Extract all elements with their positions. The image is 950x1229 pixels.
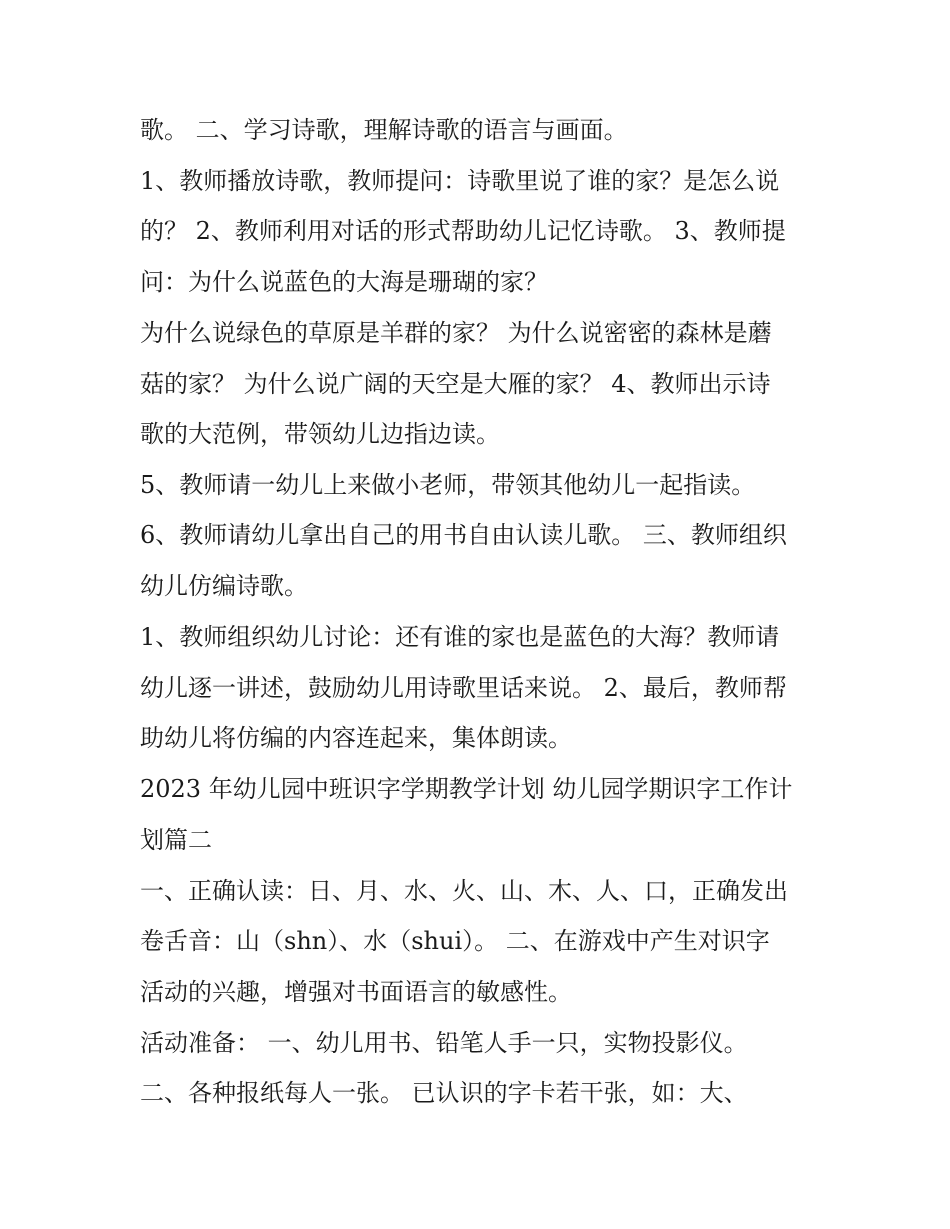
text-line: 问：为什么说蓝色的大海是珊瑚的家？ <box>140 268 548 296</box>
text-line: 6、教师请幼儿拿出自己的用书自由认读儿歌。 三、教师组织 <box>140 521 787 549</box>
text-line: 卷舌音：山（shn）、水（shui）。 二、在游戏中产生对识字 <box>140 927 770 955</box>
section-heading: 划篇二 <box>140 826 212 854</box>
section-heading: 2023 年幼儿园中班识字学期教学计划 幼儿园学期识字工作计 <box>140 775 793 803</box>
text-line: 的？ 2、教师利用对话的形式帮助幼儿记忆诗歌。 3、教师提 <box>140 217 786 245</box>
text-line: 一、正确认读：日、月、水、火、山、木、人、口，正确发出 <box>140 877 788 905</box>
text-line: 幼儿仿编诗歌。 <box>140 572 308 600</box>
text-line: 1、教师组织幼儿讨论：还有谁的家也是蓝色的大海？教师请 <box>140 623 780 651</box>
text-line: 为什么说绿色的草原是羊群的家？ 为什么说密密的森林是蘑 <box>140 319 772 347</box>
text-line: 1、教师播放诗歌，教师提问：诗歌里说了谁的家？是怎么说 <box>140 167 780 195</box>
text-line: 助幼儿将仿编的内容连起来，集体朗读。 <box>140 724 572 752</box>
text-line: 二、各种报纸每人一张。 已认识的字卡若干张，如：大、 <box>140 1079 748 1107</box>
text-line: 歌的大范例，带领幼儿边指边读。 <box>140 420 500 448</box>
text-line: 活动的兴趣，增强对书面语言的敏感性。 <box>140 978 572 1006</box>
text-line: 活动准备： 一、幼儿用书、铅笔人手一只，实物投影仪。 <box>140 1029 748 1057</box>
text-line: 歌。 二、学习诗歌，理解诗歌的语言与画面。 <box>140 116 628 144</box>
text-line: 菇的家？ 为什么说广阔的天空是大雁的家？ 4、教师出示诗 <box>140 370 771 398</box>
text-line: 幼儿逐一讲述，鼓励幼儿用诗歌里话来说。 2、最后，教师帮 <box>140 674 787 702</box>
text-line: 5、教师请一幼儿上来做小老师，带领其他幼儿一起指读。 <box>140 471 756 499</box>
